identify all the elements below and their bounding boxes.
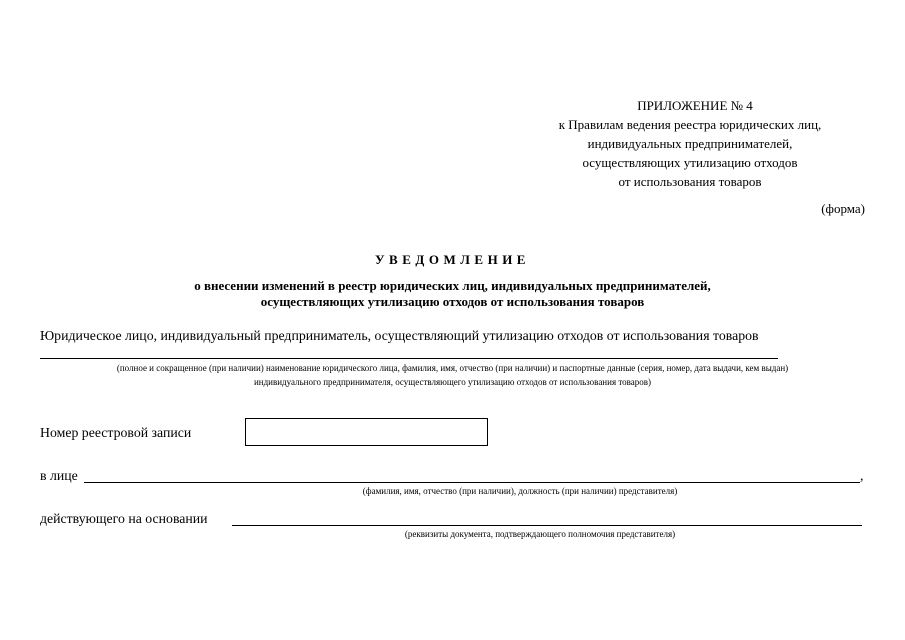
entity-name-hint-line2: индивидуального предпринимателя, осуществляющего утилизацию отходов от использования товаров) [253,377,652,387]
entity-intro-text: Юридическое лицо, индивидуальный предприниматель, осуществляющий утилизацию отходов от использования товаров [40,328,759,343]
registry-number-label: Номер реестровой записи [40,425,192,440]
form-mark: (форма) [821,201,865,216]
appendix-line: от использования товаров [618,174,762,189]
subtitle-line: о внесении изменений в реестр юридических лиц, индивидуальных предпринимателей, [194,278,711,293]
appendix-title: ПРИЛОЖЕНИЕ № 4 [637,98,753,113]
representative-hint: (фамилия, имя, отчество (при наличии), должность (при наличии) представителя) [362,486,678,496]
basis-hint: (реквизиты документа, подтверждающего полномочия представителя) [404,529,676,539]
registry-number-input[interactable] [245,418,488,446]
representative-comma: , [860,468,864,483]
basis-field[interactable] [232,525,862,526]
document-title: УВЕДОМЛЕНИЕ [375,252,530,267]
appendix-header [520,96,860,191]
appendix-line: осуществляющих утилизацию отходов [582,155,798,170]
basis-label: действующего на основании [40,511,208,526]
subtitle-line: осуществляющих утилизацию отходов от использования товаров [260,294,645,309]
appendix-line: индивидуальных предпринимателей, [587,136,793,151]
representative-field[interactable] [84,482,860,483]
appendix-line: к Правилам ведения реестра юридических лиц, [558,117,822,132]
entity-name-field[interactable] [40,358,778,359]
entity-name-hint-line1: (полное и сокращенное (при наличии) наименование юридического лица, фамилия, имя, отчество (при наличии) и паспортные данные (серия, номер, дата выдачи, кем выдан) [116,363,789,373]
document-subtitle [0,278,905,310]
representative-label: в лице [40,468,78,483]
